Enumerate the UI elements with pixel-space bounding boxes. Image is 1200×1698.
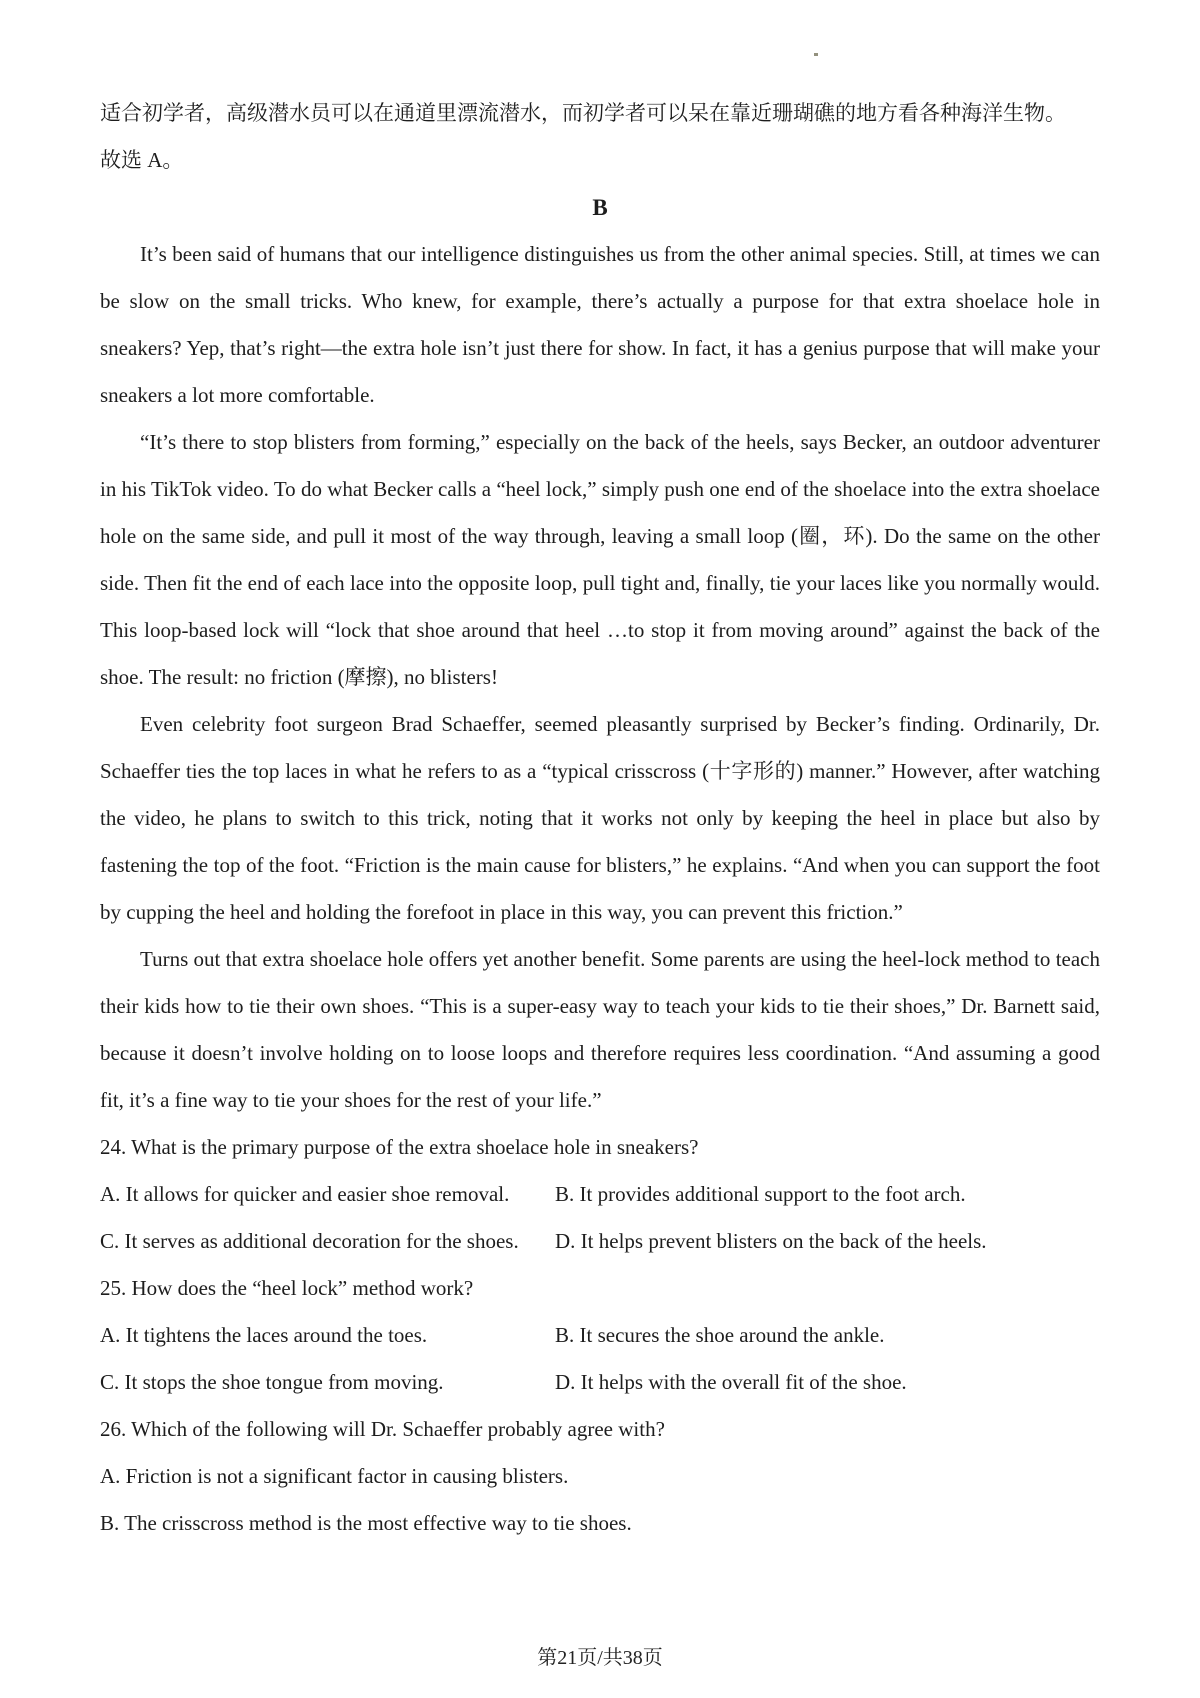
analysis-answer-note: 故选 A。 <box>100 148 184 172</box>
question-25 <box>100 1265 1100 1406</box>
question-25-options-row-2 <box>100 1359 1100 1406</box>
question-24-stem: 24. What is the primary purpose of the extra shoelace hole in sneakers? <box>100 1135 699 1159</box>
passage-paragraph-4: Turns out that extra shoelace hole offers yet another benefit. Some parents are using the heel-lock method to teach their kids how to tie their own shoes. “This is a super-easy way to teach your kids to tie their shoes,” Dr. Barnett said, because it doesn’t involve holding on to loose loops and therefore requires less coordination. “And assuming a good fit, it’s a fine way to tie your shoes for the rest of your life.” <box>100 947 1100 1112</box>
question-25-option-d: D. It helps with the overall fit of the shoe. <box>555 1370 907 1394</box>
question-25-options-row-1 <box>100 1312 1100 1359</box>
page-content <box>100 90 1100 1547</box>
question-26-option-b: B. The crisscross method is the most effective way to tie shoes. <box>100 1511 632 1535</box>
question-25-option-a: A. It tightens the laces around the toes. <box>100 1323 428 1347</box>
question-24-options-row-2 <box>100 1218 1100 1265</box>
page-number-indicator: 第21页/共38页 <box>537 1647 663 1669</box>
question-24-option-c: C. It serves as additional decoration for the shoes. <box>100 1229 519 1253</box>
question-24-option-b: B. It provides additional support to the foot arch. <box>555 1182 966 1206</box>
passage-section-heading: B <box>592 195 608 220</box>
question-25-option-c: C. It stops the shoe tongue from moving. <box>100 1370 444 1394</box>
passage-paragraph-2: “It’s there to stop blisters from forming,” especially on the back of the heels, says Becker, an outdoor adventurer in his TikTok video. To do what Becker calls a “heel lock,” simply push one end of the shoelace into the extra shoelace hole on the same side, and pull it most of the way through, leaving a small loop (圈，环). Do the same on the other side. Then fit the end of each lace into the opposite loop, pull tight and, finally, tie your laces like you normally would. This loop-based lock will “lock that shoe around that heel …to stop it from moving around” against the back of the shoe. The result: no friction (摩擦), no blisters! <box>100 430 1100 689</box>
question-24-options-row-1 <box>100 1171 1100 1218</box>
question-24 <box>100 1124 1100 1265</box>
question-26-option-a: A. Friction is not a significant factor in causing blisters. <box>100 1464 569 1488</box>
passage-paragraph-1: It’s been said of humans that our intelligence distinguishes us from the other animal species. Still, at times we can be slow on the small tricks. Who knew, for example, there’s actually a purpose for that extra shoelace hole in sneakers? Yep, that’s right—the extra hole isn’t just there for show. In fact, it has a genius purpose that will make your sneakers a lot more comfortable. <box>100 242 1100 407</box>
question-26 <box>100 1406 1100 1547</box>
scan-artifact-dot <box>814 53 818 56</box>
question-25-stem: 25. How does the “heel lock” method work? <box>100 1276 474 1300</box>
question-26-stem: 26. Which of the following will Dr. Schaeffer probably agree with? <box>100 1417 665 1441</box>
question-24-option-a: A. It allows for quicker and easier shoe removal. <box>100 1182 510 1206</box>
analysis-explanation-cn: 适合初学者，高级潜水员可以在通道里漂流潜水，而初学者可以呆在靠近珊瑚礁的地方看各种海洋生物。 <box>100 101 1066 125</box>
passage-paragraph-3: Even celebrity foot surgeon Brad Schaeffer, seemed pleasantly surprised by Becker’s finding. Ordinarily, Dr. Schaeffer ties the top laces in what he refers to as a “typical crisscross (十字形的) manner.” However, after watching the video, he plans to switch to this trick, noting that it works not only by keeping the heel in place but also by fastening the top of the foot. “Friction is the main cause for blisters,” he explains. “And when you can support the foot by cupping the heel and holding the forefoot in place in this way, you can prevent this friction.” <box>100 712 1100 924</box>
question-25-option-b: B. It secures the shoe around the ankle. <box>555 1323 885 1347</box>
question-24-option-d: D. It helps prevent blisters on the back of the heels. <box>555 1229 987 1253</box>
